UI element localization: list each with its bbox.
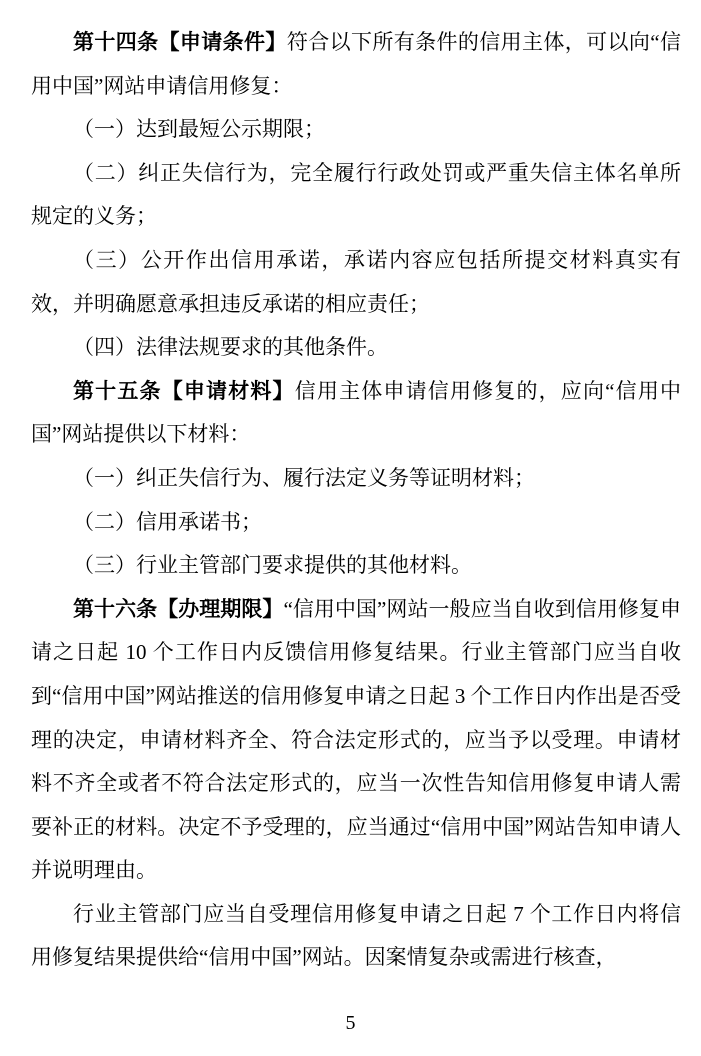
paragraph-article-15 <box>31 370 681 457</box>
paragraph-item <box>31 326 681 370</box>
paragraph-text: （二）信用承诺书； <box>73 509 262 534</box>
paragraph-item <box>31 108 681 152</box>
paragraph-article-14 <box>31 21 681 108</box>
paragraph-item <box>31 152 681 239</box>
paragraph-text: 行业主管部门应当自受理信用修复申请之日起 7 个工作日内将信用修复结果提供给“信用中国”网站。因案情复杂或需进行核查， <box>31 901 681 970</box>
article-heading: 第十四条【申请条件】 <box>73 30 287 54</box>
paragraph-text: （三）公开作出信用承诺，承诺内容应包括所提交材料真实有效，并明确愿意承担违反承诺的相应责任； <box>31 247 681 316</box>
paragraph-text: （三）行业主管部门要求提供的其他材料。 <box>73 553 472 578</box>
paragraph-text: （一）纠正失信行为、履行法定义务等证明材料； <box>73 465 535 490</box>
article-heading: 第十五条【申请材料】 <box>73 378 295 403</box>
paragraph-text: 符合以下所有条件的信用主体，可以向“信用中国”网站申请信用修复： <box>31 30 681 98</box>
paragraph-item <box>31 457 681 501</box>
paragraph-text: （一）达到最短公示期限； <box>73 117 325 142</box>
page-number: 5 <box>345 1012 356 1034</box>
paragraph-body <box>31 893 681 980</box>
paragraph-text: （四）法律法规要求的其他条件。 <box>73 335 388 360</box>
paragraph-text: 信用主体申请信用修复的，应向“信用中国”网站提供以下材料： <box>31 378 681 447</box>
paragraph-text: “信用中国”网站一般应当自收到信用修复申请之日起 10 个工作日内反馈信用修复结果。行业主管部门应当自收到“信用中国”网站推送的信用修复申请之日起 3 个工作日内作出是否受理的决定，申请材料齐全、符合法定形式的，应当予以受理。申请材料不齐全或者不符合法定形式的，应当一次性告知信用修复申请人需要补正的材料。决定不予受理的，应当通过“信用中国”网站告知申请人并说明理由。 <box>31 596 681 883</box>
paragraph-item <box>31 239 681 326</box>
paragraph-item <box>31 501 681 545</box>
paragraph-article-16 <box>31 588 681 893</box>
paragraph-text: （二）纠正失信行为，完全履行行政处罚或严重失信主体名单所规定的义务； <box>31 160 681 229</box>
paragraph-item <box>31 544 681 588</box>
article-heading: 第十六条【办理期限】 <box>73 596 284 621</box>
